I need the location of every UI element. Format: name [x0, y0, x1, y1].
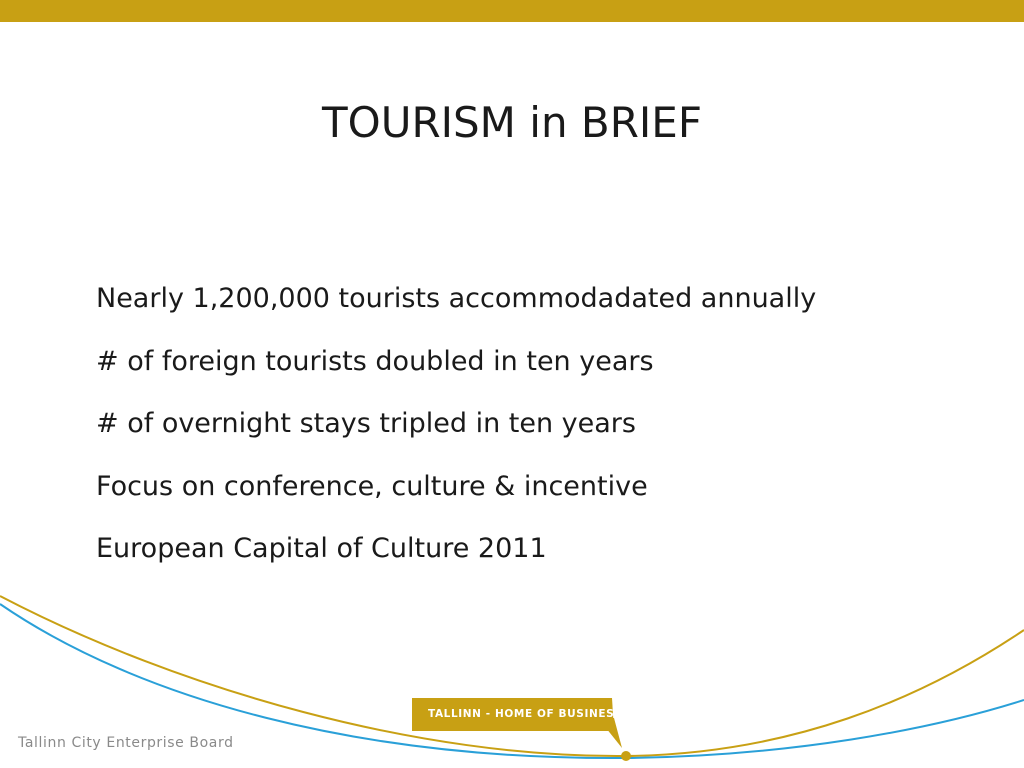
bullet-item: # of foreign tourists doubled in ten years	[96, 345, 654, 377]
brand-tag-tail	[598, 718, 628, 758]
bullet-item: Nearly 1,200,000 tourists accommodadated annually	[96, 283, 817, 314]
bullet-item: European Capital of Culture 2011	[96, 533, 547, 564]
brand-tag-label: TALLINN - HOME OF BUSINESS	[428, 708, 622, 720]
organization-name: Tallinn City Enterprise Board	[18, 735, 234, 751]
bullet-item: # of overnight stays tripled in ten years	[96, 408, 636, 439]
slide-title: TOURISM in BRIEF	[322, 98, 702, 147]
bullet-item: Focus on conference, culture & incentive	[96, 470, 648, 502]
gold-curve	[0, 596, 1024, 756]
